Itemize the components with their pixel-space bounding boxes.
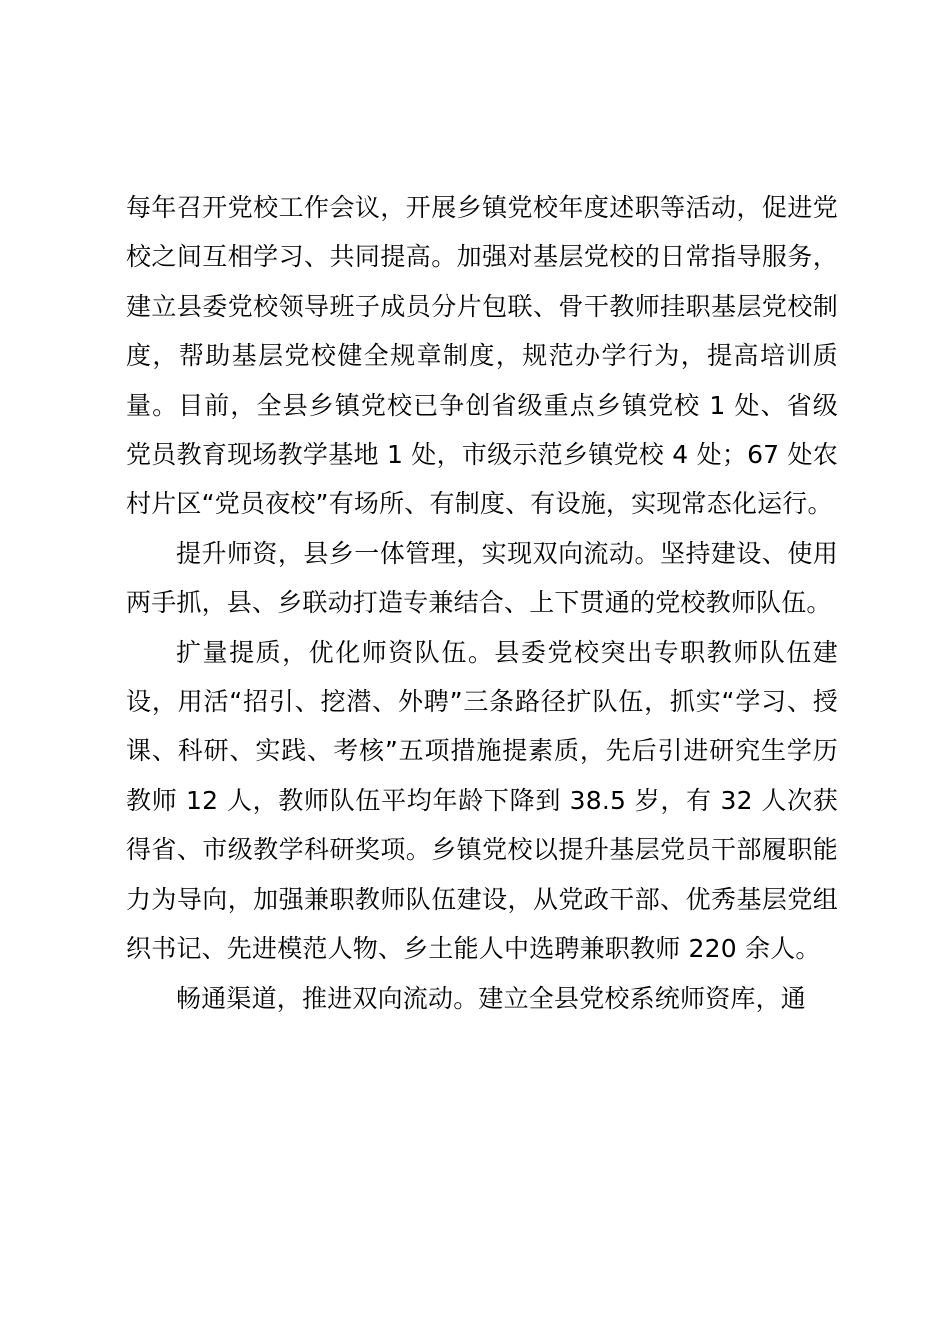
paragraph-3: 扩量提质，优化师资队伍。县委党校突出专职教师队伍建设，用活“招引、挖潜、外聘”三条路径扩队伍，抓实“学习、授课、科研、实践、考核”五项措施提素质，先后引进研究生学历教师 12 人，教师队伍平均年龄下降到 38.5 岁，有 32 人次获得省、市级教学科研奖项。乡镇党校以提升基层党员干部履职能力为导向，加强兼职教师队伍建设，从党政干部、优秀基层党组织书记、先进模范人物、乡土能人中选聘兼职教师 220 余人。 (126, 637, 838, 964)
paragraph-4: 畅通渠道，推进双向流动。建立全县党校系统师资库，通 (176, 983, 807, 1013)
paragraph-2: 提升师资，县乡一体管理，实现双向流动。坚持建设、使用两手抓，县、乡联动打造专兼结合、上下贯通的党校教师队伍。 (126, 538, 838, 618)
body-text (126, 183, 838, 1023)
paragraph-1: 每年召开党校工作会议，开展乡镇党校年度述职等活动，促进党校之间互相学习、共同提高。加强对基层党校的日常指导服务，建立县委党校领导班子成员分片包联、骨干教师挂职基层党校制度，帮助基层党校健全规章制度，规范办学行为，提高培训质量。目前，全县乡镇党校已争创省级重点乡镇党校 1 处、省级党员教育现场教学基地 1 处，市级示范乡镇党校 4 处；67 处农村片区“党员夜校”有场所、有制度、有设施，实现常态化运行。 (126, 193, 838, 519)
